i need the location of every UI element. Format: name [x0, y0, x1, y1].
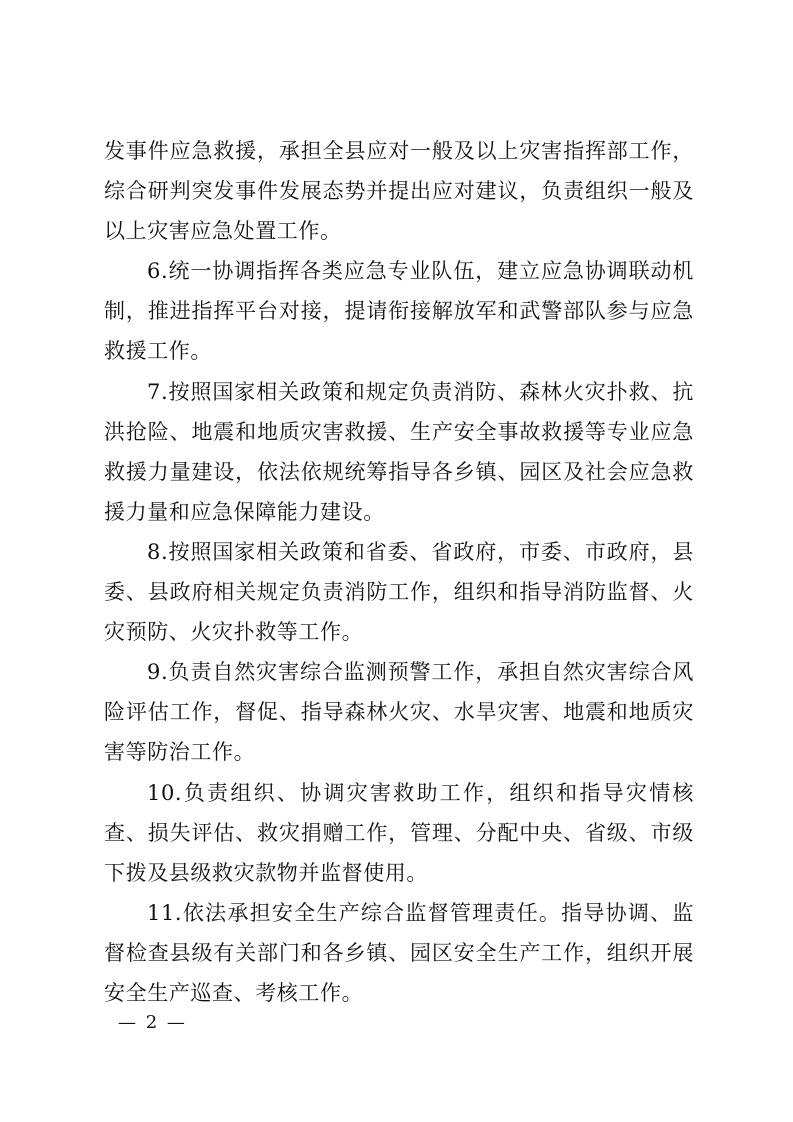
- paragraph-item-11: 11.依法承担安全生产综合监督管理责任。指导协调、监督检查县级有关部门和各乡镇、园区安全生产工作，组织开展安全生产巡查、考核工作。: [104, 900, 694, 1005]
- paragraph-item-9: 9.负责自然灾害综合监测预警工作，承担自然灾害综合风险评估工作，督促、指导森林火灾、水旱灾害、地震和地质灾害等防治工作。: [104, 660, 694, 765]
- page-number: — 2 —: [118, 1012, 187, 1033]
- paragraph-item-8: 8.按照国家相关政策和省委、省政府，市委、市政府，县委、县政府相关规定负责消防工作，组织和指导消防监督、火灾预防、火灾扑救等工作。: [104, 539, 694, 645]
- paragraph-item-7: 7.按照国家相关政策和规定负责消防、森林火灾扑救、抗洪抢险、地震和地质灾害救援、生产安全事故救援等专业应急救援力量建设，依法依规统筹指导各乡镇、园区及社会应急救援力量和应急保障能力建设。: [104, 379, 694, 524]
- paragraph-continuation: 发事件应急救援，承担全县应对一般及以上灾害指挥部工作，综合研判突发事件发展态势并提出应对建议，负责组织一般及以上灾害应急处置工作。: [104, 139, 694, 244]
- paragraph-item-6: 6.统一协调指挥各类应急专业队伍，建立应急协调联动机制，推进指挥平台对接，提请衔接解放军和武警部队参与应急救援工作。: [104, 259, 694, 364]
- paragraph-item-10: 10.负责组织、协调灾害救助工作，组织和指导灾情核查、损失评估、救灾捐赠工作，管理、分配中央、省级、市级下拨及县级救灾款物并监督使用。: [104, 780, 694, 885]
- document-body: [104, 131, 694, 1013]
